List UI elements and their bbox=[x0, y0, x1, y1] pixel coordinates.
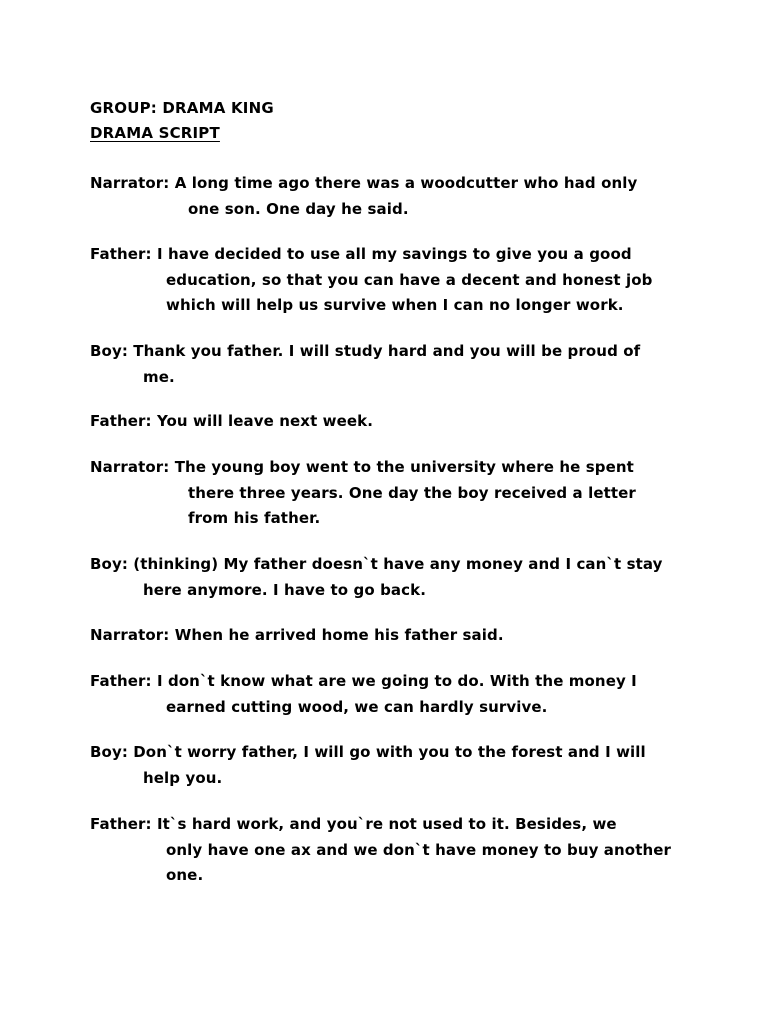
speaker-label: Boy: bbox=[90, 555, 128, 573]
dialogue-continuation: there three years. One day the boy received a letter bbox=[188, 483, 636, 502]
dialogue-first-line bbox=[90, 740, 690, 766]
dialogue-first-line bbox=[90, 623, 690, 649]
dialogue-continuation: only have one ax and we don`t have money to buy another bbox=[166, 840, 672, 859]
dialogue-entry-father-1 bbox=[90, 242, 690, 319]
dialogue-text: When he arrived home his father said. bbox=[174, 626, 504, 644]
script-header bbox=[90, 96, 274, 146]
dialogue-first-line bbox=[90, 812, 690, 838]
dialogue-entry-narrator-3 bbox=[90, 623, 690, 649]
dialogue-continuation: education, so that you can have a decent and honest job bbox=[166, 270, 653, 289]
dialogue-first-line bbox=[90, 552, 690, 578]
dialogue-text: A long time ago there was a woodcutter who had only bbox=[174, 174, 638, 192]
dialogue-entry-boy-2 bbox=[90, 552, 690, 603]
speaker-label: Father: bbox=[90, 815, 152, 833]
script-title: DRAMA SCRIPT bbox=[90, 124, 220, 142]
dialogue-text: It`s hard work, and you`re not used to it. Besides, we bbox=[156, 815, 617, 833]
dialogue-entry-father-4 bbox=[90, 812, 690, 889]
dialogue-continuation: earned cutting wood, we can hardly survive. bbox=[166, 697, 548, 716]
dialogue-text: (thinking) My father doesn`t have any money and I can`t stay bbox=[133, 555, 663, 573]
dialogue-text: The young boy went to the university where he spent bbox=[174, 458, 634, 476]
speaker-label: Boy: bbox=[90, 743, 128, 761]
dialogue-text: I have decided to use all my savings to give you a good bbox=[156, 245, 632, 263]
dialogue-first-line bbox=[90, 455, 690, 481]
dialogue-first-line bbox=[90, 669, 690, 695]
dialogue-continuation: one. bbox=[166, 866, 204, 884]
dialogue-entry-father-3 bbox=[90, 669, 690, 720]
speaker-label: Father: bbox=[90, 245, 152, 263]
speaker-label: Boy: bbox=[90, 342, 128, 360]
dialogue-continuation: me. bbox=[143, 367, 175, 386]
dialogue-continuation: one son. One day he said. bbox=[188, 199, 409, 218]
dialogue-text: I don`t know what are we going to do. With the money I bbox=[156, 672, 637, 690]
dialogue-text: Thank you father. I will study hard and you will be proud of bbox=[133, 342, 641, 360]
group-name: GROUP: DRAMA KING bbox=[90, 99, 274, 117]
dialogue-entry-narrator-1 bbox=[90, 171, 690, 222]
dialogue-first-line bbox=[90, 171, 690, 197]
dialogue-continuation: which will help us survive when I can no longer work. bbox=[166, 296, 624, 314]
dialogue-continuation: here anymore. I have to go back. bbox=[143, 580, 427, 599]
speaker-label: Narrator: bbox=[90, 458, 170, 476]
dialogue-first-line bbox=[90, 242, 690, 268]
dialogue-entry-boy-1 bbox=[90, 339, 690, 390]
dialogue-continuation: help you. bbox=[143, 768, 223, 787]
dialogue-continuation: from his father. bbox=[188, 509, 321, 527]
dialogue-entry-narrator-2 bbox=[90, 455, 690, 532]
dialogue-entry-boy-3 bbox=[90, 740, 690, 791]
dialogue-text: Don`t worry father, I will go with you to the forest and I will bbox=[133, 743, 646, 761]
dialogue-text: You will leave next week. bbox=[156, 412, 374, 430]
speaker-label: Narrator: bbox=[90, 626, 170, 644]
speaker-label: Narrator: bbox=[90, 174, 170, 192]
speaker-label: Father: bbox=[90, 672, 152, 690]
speaker-label: Father: bbox=[90, 412, 152, 430]
dialogue-first-line bbox=[90, 339, 690, 365]
dialogue-first-line bbox=[90, 409, 690, 435]
dialogue-entry-father-2 bbox=[90, 409, 690, 435]
